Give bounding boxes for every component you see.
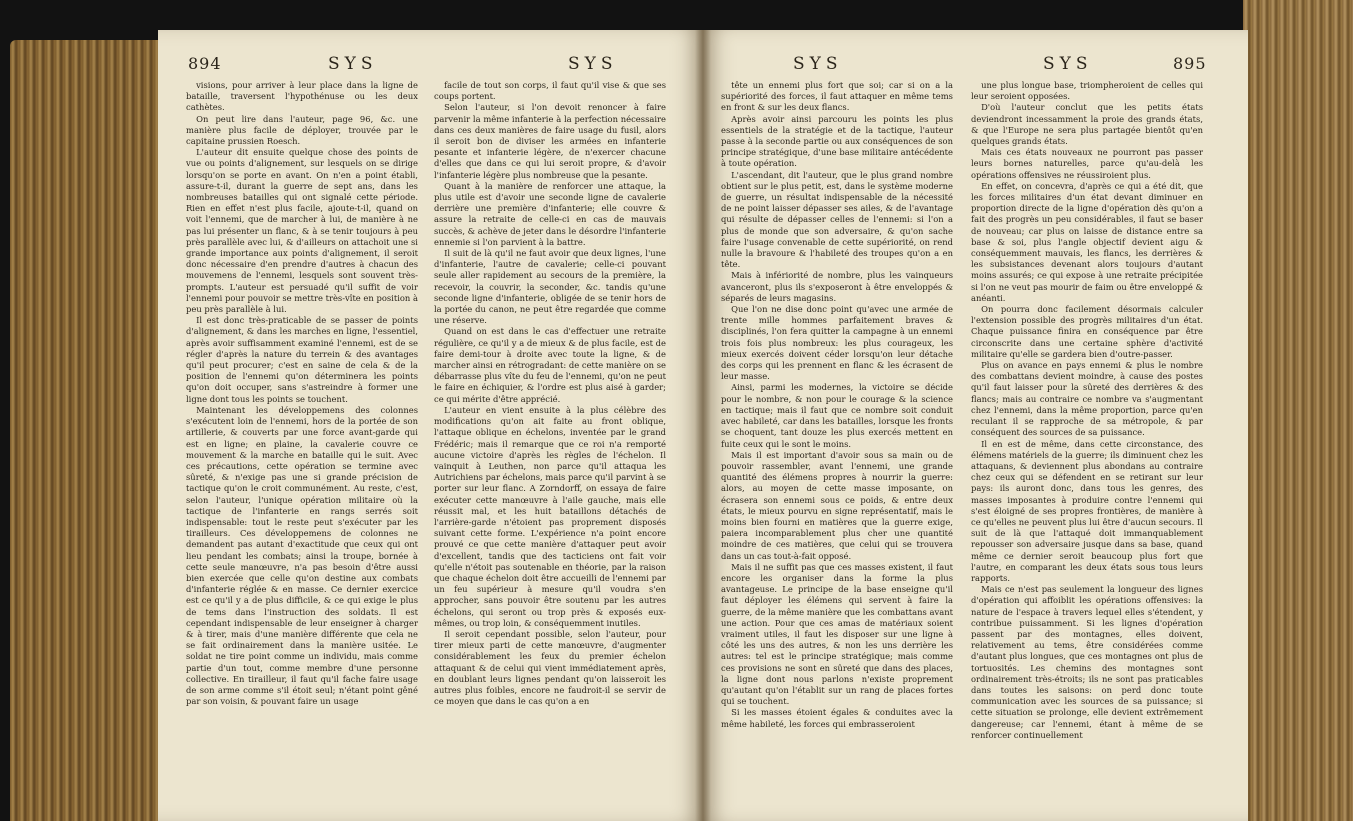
paragraph: Mais il est important d'avoir sous sa main ou de pouvoir rassembler, avant l'ennemi, une grande quantité des élémens propres à nourrir la guerre: alors, au moyen de cette masse imposante, on écrasera son ennemi sous ce poids, & entre deux états, le mieux pourvu en signe représentatif, mais le moins bien fourni en matières que la guerre exige, paiera incomparablement plus cher une quantité moindre de ces matières, que celui qui se trouvera dans un cas tout-à-fait opposé.	[721, 449, 953, 561]
page-edges-right	[1243, 0, 1353, 821]
paragraph: Plus on avance en pays ennemi & plus le nombre des combattans devient moindre, à cause des postes qu'il faut laisser pour la sûreté des derrières & des flancs; mais au contraire ce nombre va s'augmentant chez l'ennemi, dans la même proportion, parce qu'en reculant il se rapproche de sa métropole, & par conséquent des sources de sa puissance.	[971, 360, 1203, 438]
paragraph: Quant à la manière de renforcer une attaque, la plus utile est d'avoir une seconde ligne de cavalerie derrière une première d'infanterie; elle couvre & assure la retraite de celle-ci en cas de mauvais succès, & achève de jeter dans le désordre l'infanterie ennemie si l'on parvient à la battre.	[434, 180, 666, 247]
paragraph: Il en est de même, dans cette circonstance, des élémens matériels de la guerre; ils diminuent chez les attaquans, & deviennent plus abondans au contraire chez ceux qui se défendent en se retirant sur leur pays: ils auront donc, dans tous les genres, des masses imposantes à produire contre l'ennemi qui s'est éloigné de ses propres frontières, de manière à ce qu'elles ne peuvent plus lui être d'aucun secours. Il suit de là que l'attaqué doit immanquablement repousser son adversaire jusque dans sa base, quand même ce dernier seroit beaucoup plus fort que l'autre, en comparant les deux états sous tous leurs rapports.	[971, 438, 1203, 583]
paragraph: Mais ce n'est pas seulement la longueur des lignes d'opération qui affoiblit les opérations offensives: la nature de l'espace à travers lequel elles s'étendent, y contribue puissamment. Si les lignes d'opération passent par des montagnes, elles doivent, relativement au tems, être considérées comme d'autant plus longues, que ces montagnes ont plus de tortuosités. Les chemins des montagnes sont ordinairement très-étroits; ils ne sont pas praticables dans toutes les saisons: on perd donc toute communication avec les sources de sa puissance; si cette situation se prolonge, elle devient extrêmement dangereuse; car l'ennemi, étant à même de se renforcer continuellement	[971, 584, 1203, 740]
text-column-left-a	[186, 80, 418, 707]
text-column-left-b	[434, 80, 666, 707]
paragraph: visions, pour arriver à leur place dans la ligne de bataille, traversent l'hypothénuse ou les deux cathètes.	[186, 80, 418, 113]
paragraph: On pourra donc facilement désormais calculer l'extension possible des progrès militaires d'un état. Chaque puissance finira en conséquence par être circonscrite dans une certaine sphère d'activité militaire qu'elle se gardera bien d'outre-passer.	[971, 304, 1203, 359]
page-number: 895	[1173, 54, 1207, 73]
paragraph: Quand on est dans le cas d'effectuer une retraite régulière, ce qu'il y a de mieux & de plus facile, est de faire demi-tour à droite avec toute la ligne, & de marcher ainsi en rétrogradant: de cette manière on se débarrasse plus vîte du feu de l'ennemi, qu'on ne peut le faire en échiquier, & l'ordre est plus aisé à garder; ce qui mérite d'être apprécié.	[434, 326, 666, 404]
paragraph: Mais à infériorité de nombre, plus les vainqueurs avanceront, plus ils s'exposeront à être enveloppés & séparés de leurs magasins.	[721, 270, 953, 303]
paragraph: Il seroit cependant possible, selon l'auteur, pour tirer mieux parti de cette manœuvre, d'augmenter considérablement les feux du premier échelon attaquant & de celui qui vient immédiatement après, en doublant leurs lignes pendant qu'on laisseroit les autres plus foibles, encore ne faudroit-il se servir de ce moyen que dans le cas qu'on a en	[434, 628, 666, 707]
paragraph: L'auteur dit ensuite quelque chose des points de vue ou points d'alignement, sur lesquels on se dirige lorsqu'on se porte en avant. On n'en a point établi, assure-t-il, durant la guerre de sept ans, dans les nombreuses batailles qui ont signalé cette période. Rien en effet n'est plus facile, ajoute-t-il, quand on voit l'ennemi, que de marcher à lui, de manière à ne pas lui présenter un flanc, & à se tenir toujours à peu près parallèle avec lui, & d'ailleurs on attachoit une si grande importance aux points d'alignement, il seroit donc nécessaire d'en prendre d'autres à chacun des mouvemens de l'ennemi, lesquels sont souvent très-prompts. L'auteur est persuadé qu'il suffit de voir l'ennemi pour pouvoir se mettre très-vîte en position à peu près parallèle à lui.	[186, 147, 418, 315]
paragraph: Il est donc très-praticable de se passer de points d'alignement, & dans les marches en ligne, l'essentiel, après avoir suffisamment examiné l'ennemi, est de se régler d'après la nature du terrein & des avantages qu'il peut procurer; c'est en saine de cela & de la position de l'ennemi qu'on déterminera les points qu'on doit occuper, sans s'astreindre à former une ligne dont tous les points se touchent.	[186, 315, 418, 404]
paragraph: Mais il ne suffit pas que ces masses existent, il faut encore les organiser dans la forme la plus avantageuse. Le principe de la base enseigne qu'il faut déployer les élémens qui servent à faire la guerre, de la même manière que les combattans avant une action. Pour que ces amas de matériaux soient vraiment utiles, il faut les disposer sur une ligne à côté les uns des autres, & non les uns derrière les autres: tel est le principe stratégique; mais comme ces provisions ne sont en sûreté que dans des places, la ligne dont nous parlons n'existe proprement qu'autant qu'on l'établit sur un rang de places fortes qui se touchent.	[721, 561, 953, 707]
right-page-header	[723, 54, 1213, 80]
paragraph: Il suit de là qu'il ne faut avoir que deux lignes, l'une d'infanterie, l'autre de cavalerie; celle-ci pouvant seule aller rapidement au secours de la première, la recevoir, la couvrir, la seconder, &c. tandis qu'une seconde ligne d'infanterie, obligée de se tenir hors de la portée du canon, ne peut être regardée que comme une réserve.	[434, 248, 666, 326]
running-head: SYS	[793, 54, 843, 74]
running-head: SYS	[1043, 54, 1093, 74]
running-head: SYS	[328, 54, 378, 74]
paragraph: Si les masses étoient égales & conduites avec la même habileté, les forces qui embrasseroient	[721, 707, 953, 729]
right-page	[703, 30, 1248, 821]
text-column-right-b	[971, 80, 1203, 741]
page-number: 894	[188, 54, 222, 73]
left-page	[158, 30, 703, 821]
paragraph: tête un ennemi plus fort que soi; car si on a la supériorité des forces, il faut attaquer en même tems en front & sur les deux flancs.	[721, 80, 953, 113]
paragraph: facile de tout son corps, il faut qu'il vise & que ses coups portent.	[434, 80, 666, 102]
paragraph: L'ascendant, dit l'auteur, que le plus grand nombre obtient sur le plus petit, est, dans le système moderne de guerre, un résultat indispensable de la nécessité de ne point laisser dépasser ses ailes, & de l'avantage qui résulte de dépasser celles de l'ennemi: si l'on a plus de monde que son adversaire, & qu'on sache faire l'usage convenable de cette supériorité, on rend nulle la bravoure & l'habileté des troupes qu'on a en tête.	[721, 169, 953, 270]
page-edges-left	[10, 40, 160, 821]
paragraph: D'où l'auteur conclut que les petits états deviendront incessamment la proie des grands états, & que l'Europe ne sera plus partagée bientôt qu'en quelques grands états.	[971, 102, 1203, 147]
paragraph: On peut lire dans l'auteur, page 96, &c. une manière plus facile de déployer, trouvée par le capitaine prussien Roesch.	[186, 113, 418, 147]
book-gutter	[695, 30, 711, 821]
paragraph: Ainsi, parmi les modernes, la victoire se décide pour le nombre, & non pour le courage & la science en tactique; mais il faut que ce nombre soit conduit avec habileté, car dans les batailles, lorsque les fronts se choquent, tant douze les plus exercés mettent en fuite ceux qui le sont le moins.	[721, 382, 953, 449]
paragraph: une plus longue base, triompheroient de celles qui leur seroient opposées.	[971, 80, 1203, 102]
paragraph: L'auteur en vient ensuite à la plus célèbre des modifications qu'on ait faite au front oblique, l'attaque oblique en échelons, inventée par le grand Frédéric; mais il remarque que ce roi n'a remporté aucune victoire d'après les règles de l'échelon. Il vainquit à Leuthen, non parce qu'il attaqua les Autrichiens par échelons, mais parce qu'il parvint à se porter sur leur flanc. A Zorndorff, on essaya de faire exécuter cette manœuvre à l'aile gauche, mais elle réussit mal, et les huit bataillons détachés de l'arrière-garde n'étoient pas proprement disposés suivant cette forme. L'expérience n'a point encore prouvé ce que cette manière d'attaquer peut avoir d'excellent, tandis que des tacticiens ont fait voir qu'elle n'étoit pas soutenable en théorie, par la raison que chaque échelon doit être accueilli de l'ennemi par un feu supérieur à mesure qu'il voudra s'en approcher, sans pouvoir être soutenu par les autres échelons, qui seront ou trop près & exposés eux-mêmes, ou trop loin, & conséquemment inutiles.	[434, 404, 666, 628]
running-head: SYS	[568, 54, 618, 74]
paragraph: Maintenant les développemens des colonnes s'exécutent loin de l'ennemi, hors de la portée de son artillerie, & couverts par une force avant-garde qui est en ligne; en plaine, la cavalerie couvre ce mouvement & la marche en bataille qui le suit. Avec ces précautions, cette opération se termine avec sûreté, & n'exige pas une si grande précision de tactique qu'on le croit communément. Au reste, c'est, selon l'auteur, l'unique opération militaire où la tactique de l'infanterie en rangs serrés soit indispensable: tout le reste peut s'exécuter par les tirailleurs. Ces développemens de colonnes ne demandent pas autant d'exactitude que ceux qui ont lieu pendant les combats; ainsi la troupe, bornée à cette seule manœuvre, n'a pas besoin d'être aussi bien exercée que celle qu'on destine aux combats d'infanterie réglée & en masse. Ce dernier exercice est ce qu'il y a de plus difficile, & ce qui exige le plus de tems dans l'instruction des soldats. Il est cependant indispensable de leur enseigner à charger & à tirer, mais d'une manière différente que cela ne se fait ordinairement dans la manière usitée. Le soldat ne tire point comme un individu, mais comme partie d'un tout, comme membre d'une personne collective. En tirailleur, il faut qu'il fache faire usage de son arme comme s'il étoit seul; n'étant point gêné par son voisin, & pouvant faire un usage	[186, 404, 418, 707]
paragraph: Mais ces états nouveaux ne pourront pas passer leurs bornes naturelles, parce qu'au-delà les opérations offensives ne réussiroient plus.	[971, 147, 1203, 180]
paragraph: Selon l'auteur, si l'on devoit renoncer à faire parvenir la même infanterie à la perfection nécessaire dans ces deux manières de faire usage du fusil, alors il seroit bon de diviser les armées en infanterie pesante et infanterie légère, de n'exercer chacune d'elles que dans ce qui lui seroit propre, & d'avoir l'infanterie légère plus nombreuse que la pesante.	[434, 102, 666, 180]
left-page-header	[188, 54, 678, 80]
paragraph: Que l'on ne dise donc point qu'avec une armée de trente mille hommes parfaitement braves & disciplinés, l'on fera quitter la campagne à un ennemi trois fois plus nombreux: les plus courageux, les mieux exercés doivent céder lorsqu'on leur détache des corps qui les prennent en flanc & les écrasent de leur masse.	[721, 304, 953, 382]
paragraph: Après avoir ainsi parcouru les points les plus essentiels de la stratégie et de la tactique, l'auteur passe à la seconde partie ou aux conséquences de son principe stratégique, d'une base militaire antécédente à toute opération.	[721, 113, 953, 169]
text-column-right-a	[721, 80, 953, 730]
paragraph: En effet, on concevra, d'après ce qui a été dit, que les forces militaires d'un état devant diminuer en proportion directe de la ligne d'opération dès qu'on a fait des progrès un peu considérables, il faut se baser de nouveau; car plus on laisse de distance entre sa base & soi, plus l'angle objectif devient aigu & conséquemment mauvais, les flancs, les derrières & les subsistances devenant alors toujours d'autant moins assurés; ce qui expose à une retraite précipitée si l'on ne veut pas mourir de faim ou être enveloppé & anéanti.	[971, 180, 1203, 303]
